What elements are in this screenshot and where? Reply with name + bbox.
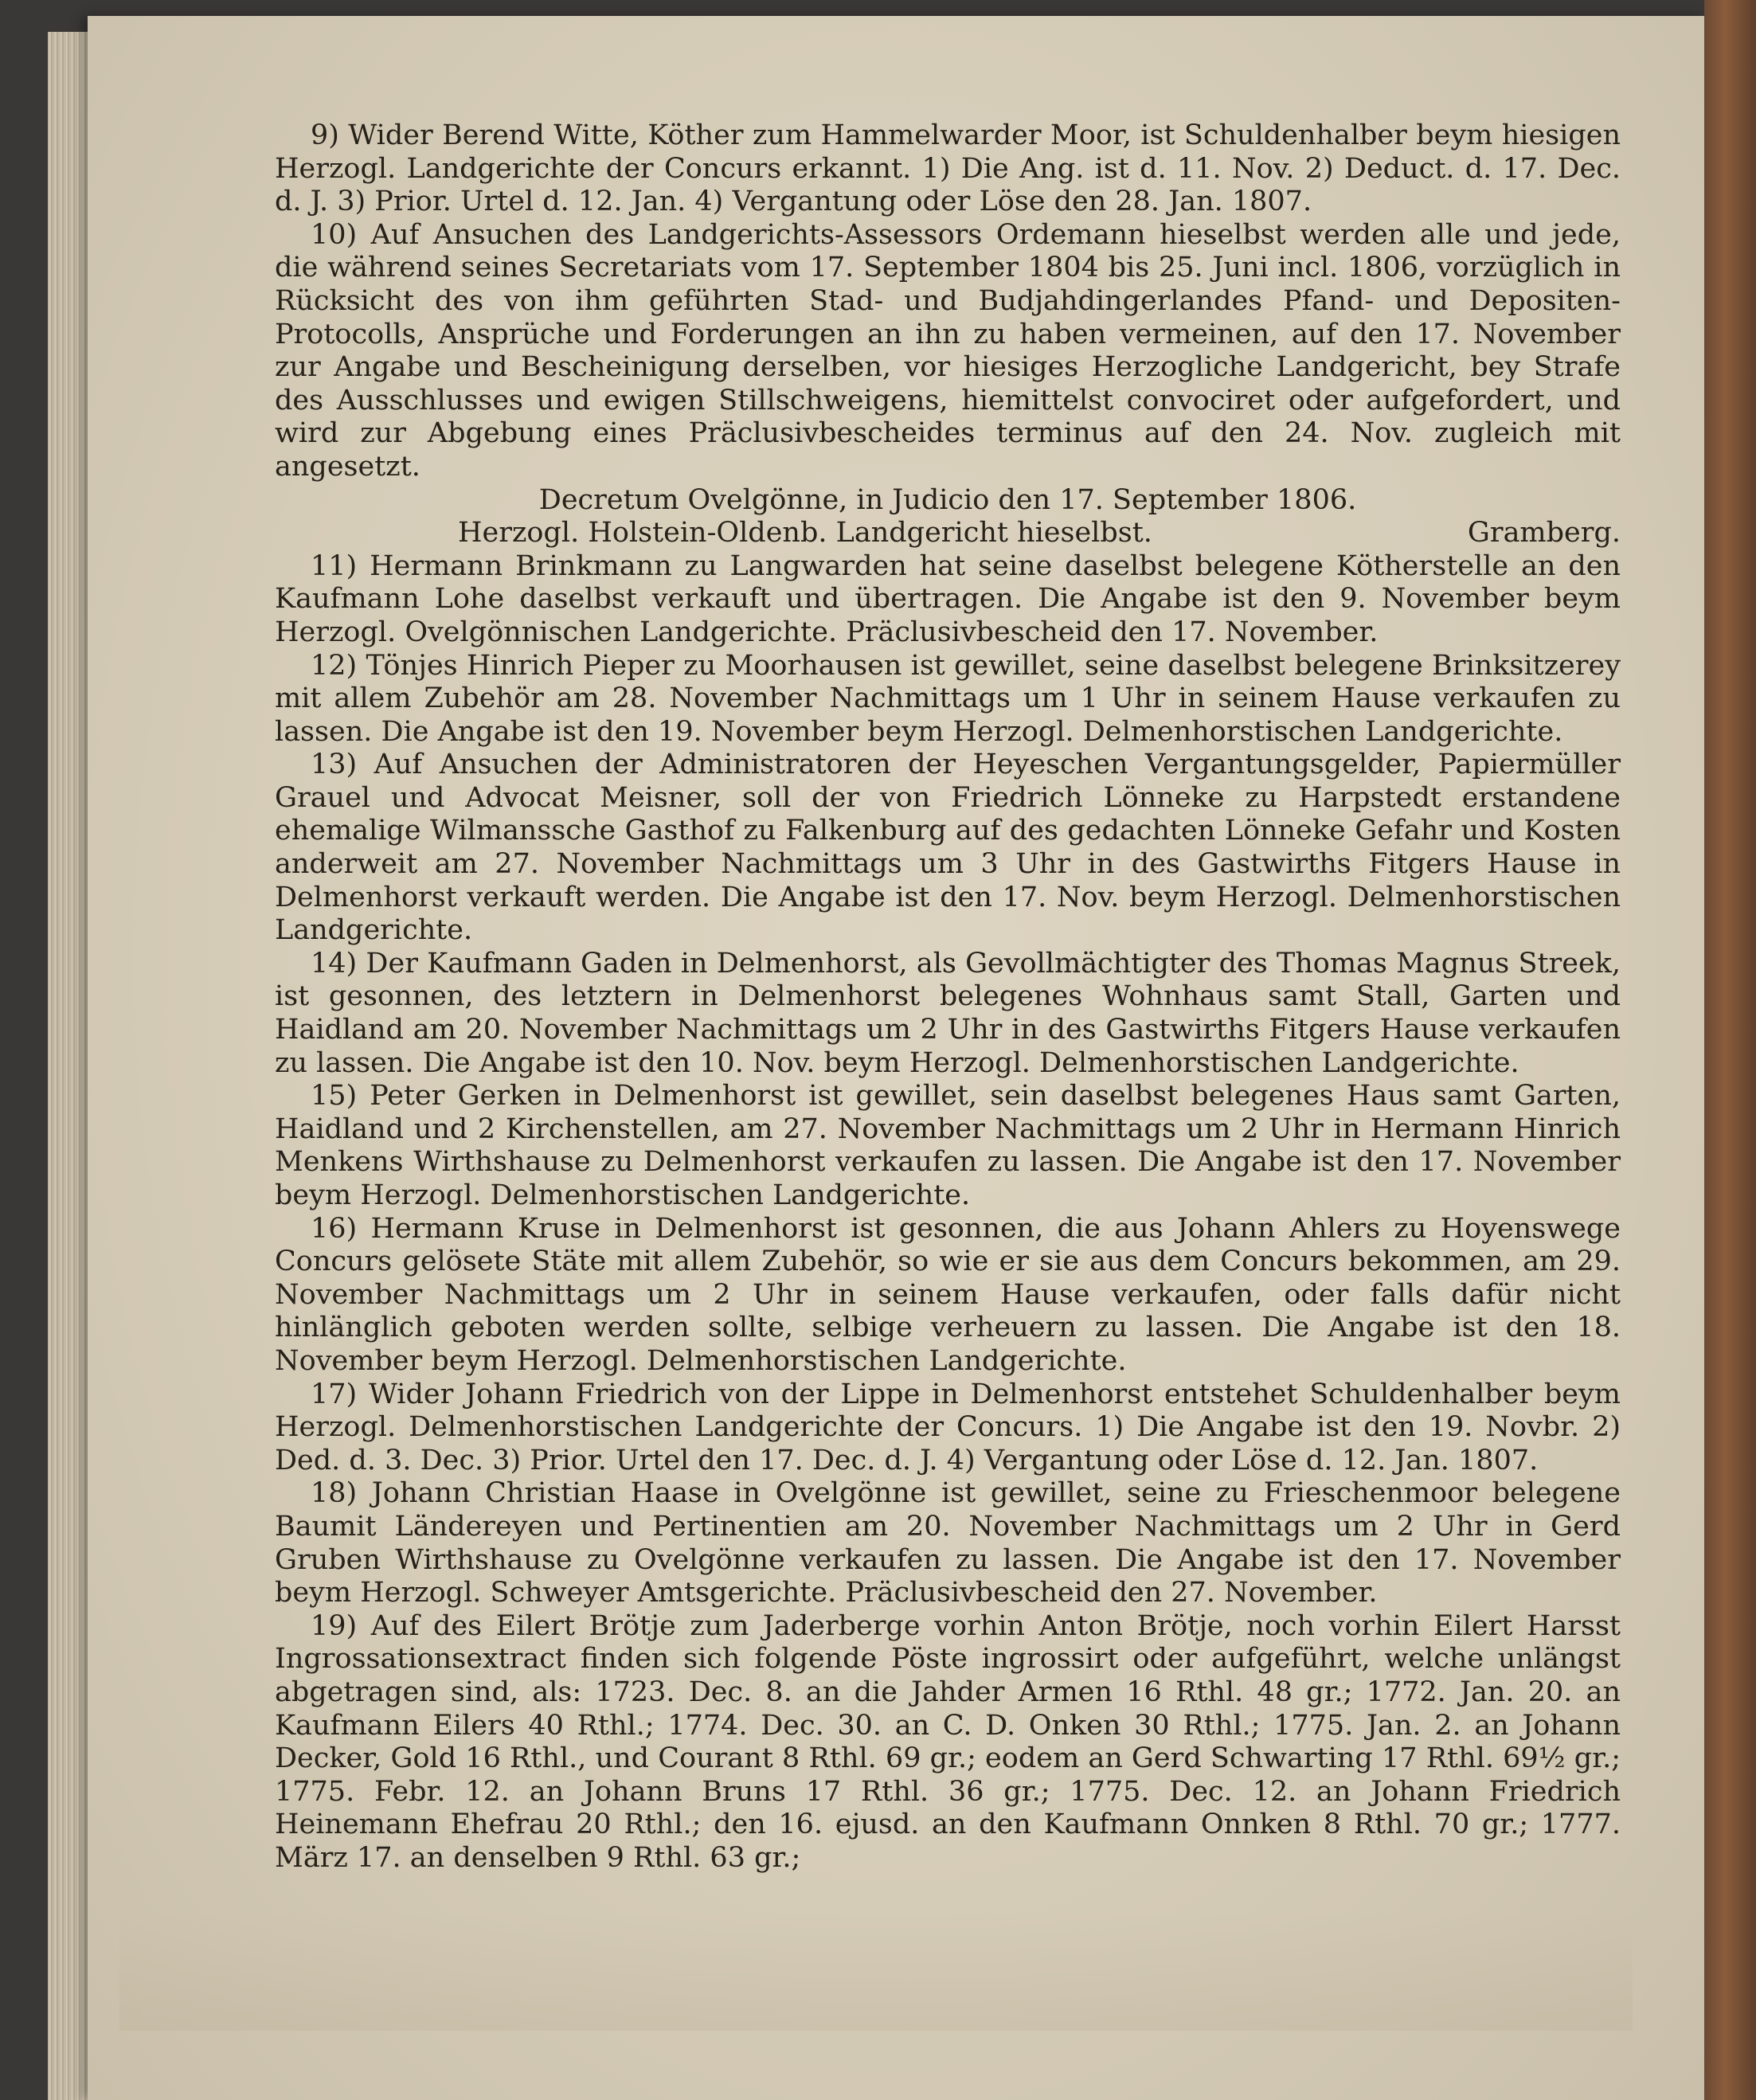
entry-14: 14) Der Kaufmann Gaden in Delmenhorst, als Gevollmächtigter des Thomas Magnus Streek, ist gesonnen, des letztern in Delmenhorst belegenes Wohnhaus samt Stall, Garten und Haidland am 20. November Nachmittags um 2 Uhr in des Gastwirths Fitgers Hause verkaufen zu lassen. Die Angabe ist den 10. Nov. beym Herzogl. Delmenhorstischen Landgerichte. (275, 947, 1621, 1079)
signature-line (275, 517, 1621, 550)
entry-19: 19) Auf des Eilert Brötje zum Jaderberge vorhin Anton Brötje, noch vorhin Eilert Harsst Ingrossationsextract finden sich folgende Pöste ingrossirt oder aufgeführt, welche unlängst abgetragen sind, als: 1723. Dec. 8. an die Jahder Armen 16 Rthl. 48 gr.; 1772. Jan. 20. an Kaufmann Eilers 40 Rthl.; 1774. Dec. 30. an C. D. Onken 30 Rthl.; 1775. Jan. 2. an Johann Decker, Gold 16 Rthl., und Courant 8 Rthl. 69 gr.; eodem an Gerd Schwarting 17 Rthl. 69½ gr.; 1775. Febr. 12. an Johann Bruns 17 Rthl. 36 gr.; 1775. Dec. 12. an Johann Friedrich Heinemann Ehefrau 20 Rthl.; den 16. ejusd. an den Kaufmann Onnken 8 Rthl. 70 gr.; 1777. März 17. an denselben 9 Rthl. 63 gr.; (275, 1609, 1621, 1874)
book-spine (1704, 0, 1756, 2100)
entry-10: 10) Auf Ansuchen des Landgerichts-Assessors Ordemann hieselbst werden alle und jede, die während seines Secretariats vom 17. September 1804 bis 25. Juni incl. 1806, vorzüglich in Rücksicht des von ihm geführten Stad- und Budjahdingerlandes Pfand- und Depositen-Protocolls, Ansprüche und Forderungen an ihn zu haben vermeinen, auf den 17. November zur Angabe und Bescheinigung derselben, vor hiesiges Herzogliche Landgericht, bey Strafe des Ausschlusses und ewigen Stillschweigens, hiemittelst convociret oder aufgefordert, und wird zur Abgebung eines Präclusivbescheides terminus auf den 24. Nov. zugleich mit angesetzt. (275, 218, 1621, 483)
decretum-line: Decretum Ovelgönne, in Judicio den 17. September 1806. (538, 483, 1357, 516)
court-name: Herzogl. Holstein-Oldenb. Landgericht hieselbst. (458, 517, 1152, 549)
entry-13: 13) Auf Ansuchen der Administratoren der Heyeschen Vergantungsgelder, Papiermüller Grauel und Advocat Meisner, soll der von Friedrich Lönneke zu Harpstedt erstandene ehemalige Wilmanssche Gasthof zu Falkenburg auf des gedachten Lönneke Gefahr und Kosten anderweit am 27. November Nachmittags um 3 Uhr in des Gastwirths Fitgers Hause in Delmenhorst verkauft werden. Die Angabe ist den 17. Nov. beym Herzogl. Delmenhorstischen Landgerichte. (275, 749, 1621, 947)
entry-12: 12) Tönjes Hinrich Pieper zu Moorhausen ist gewillet, seine daselbst belegene Brinksitzerey mit allem Zubehör am 28. November Nachmittags um 1 Uhr in seinem Hause verkaufen zu lassen. Die Angabe ist den 19. November beym Herzogl. Delmenhorstischen Landgerichte. (275, 649, 1621, 748)
entry-18: 18) Johann Christian Haase in Ovelgönne ist gewillet, seine zu Frieschenmoor belegene Baumit Ländereyen und Pertinentien am 20. November Nachmittags um 2 Uhr in Gerd Gruben Wirthshause zu Ovelgönne verkaufen zu lassen. Die Angabe ist den 17. November beym Herzogl. Schweyer Amtsgerichte. Präclusivbescheid den 27. November. (275, 1477, 1621, 1609)
page-stain (119, 1911, 1633, 2031)
entry-9: 9) Wider Berend Witte, Köther zum Hammelwarder Moor, ist Schuldenhalber beym hiesigen Herzogl. Landgerichte der Concurs erkannt. 1) Die Ang. ist d. 11. Nov. 2) Deduct. d. 17. Dec. d. J. 3) Prior. Urtel d. 12. Jan. 4) Vergantung oder Löse den 28. Jan. 1807. (275, 119, 1621, 218)
entry-17: 17) Wider Johann Friedrich von der Lippe in Delmenhorst entstehet Schuldenhalber beym Herzogl. Delmenhorstischen Landgerichte der Concurs. 1) Die Angabe ist den 19. Novbr. 2) Ded. d. 3. Dec. 3) Prior. Urtel den 17. Dec. d. J. 4) Vergantung oder Löse d. 12. Jan. 1807. (275, 1378, 1621, 1476)
entry-11: 11) Hermann Brinkmann zu Langwarden hat seine daselbst belegene Kötherstelle an den Kaufmann Lohe daselbst verkauft und übertragen. Die Angabe ist den 9. November beym Herzogl. Ovelgönnischen Landgerichte. Präclusivbescheid den 17. November. (275, 549, 1621, 648)
page-text (275, 119, 1621, 1875)
entry-15: 15) Peter Gerken in Delmenhorst ist gewillet, sein daselbst belegenes Haus samt Garten, Haidland und 2 Kirchenstellen, am 27. November Nachmittags um 2 Uhr in Hermann Hinrich Menkens Wirthshause zu Delmenhorst verkaufen zu lassen. Die Angabe ist den 17. November beym Herzogl. Delmenhorstischen Landgerichte. (275, 1080, 1621, 1211)
signer-name: Gramberg. (1467, 517, 1621, 549)
entry-16: 16) Hermann Kruse in Delmenhorst ist gesonnen, die aus Johann Ahlers zu Hoyenswege Concurs gelösete Stäte mit allem Zubehör, so wie er sie aus dem Concurs bekommen, am 29. November Nachmittags um 2 Uhr in seinem Hause verkaufen, oder falls dafür nicht hinlänglich geboten werden sollte, selbige verheuern zu lassen. Die Angabe ist den 18. November beym Herzogl. Delmenhorstischen Landgerichte. (275, 1212, 1621, 1377)
